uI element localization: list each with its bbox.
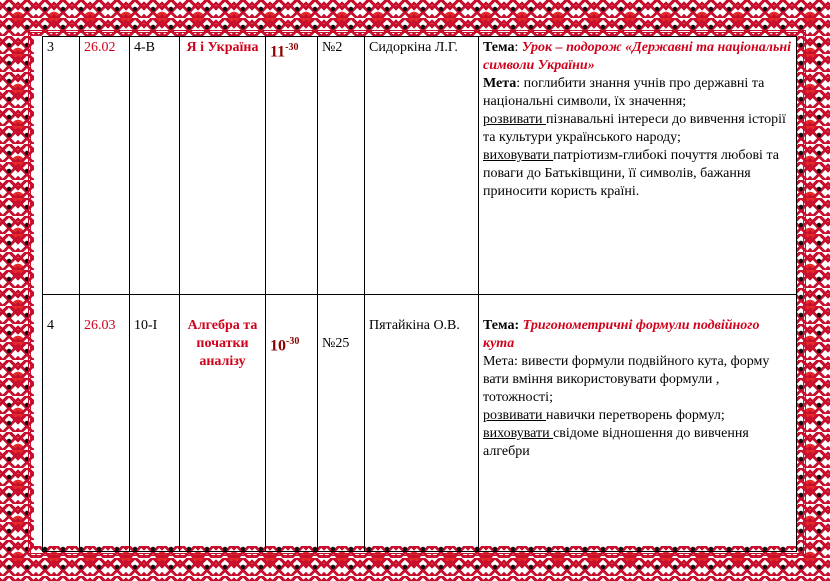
topic-label: Тема: <box>483 318 520 333</box>
room-number: №25 <box>318 295 365 552</box>
educate-word: виховувати <box>483 426 554 441</box>
time-hour: 10 <box>270 337 286 355</box>
table-row <box>43 295 797 552</box>
lesson-date: 26.03 <box>80 295 130 552</box>
goal-line-continued: вати вміння використовувати формули , тотожності; <box>483 372 720 405</box>
lesson-time <box>266 37 318 295</box>
goal-label: Мета <box>483 76 517 91</box>
subject-name: Я і Україна <box>180 37 266 295</box>
topic-text: Тригонометричні формули подвійного кута <box>483 318 760 351</box>
educate-text: свідоме відношення до вивчення алгебри <box>483 426 749 459</box>
teacher-name: Сидоркіна Л.Г. <box>365 37 479 295</box>
goal-text: : поглибити знання учнів про державні та національні символи, їх значення; <box>483 76 765 109</box>
row-number: 4 <box>43 295 80 552</box>
educate-line <box>483 425 792 461</box>
educate-text: патріотизм-глибокі почуття любові та поваги до Батьківщини, її символів, бажання приносити користь країні. <box>483 148 779 199</box>
time-minutes: -30 <box>286 336 300 347</box>
develop-line <box>483 407 792 425</box>
topic-line <box>483 317 792 353</box>
educate-word: виховувати <box>483 148 554 163</box>
class-grade: 4-В <box>130 37 180 295</box>
goal-line <box>483 75 792 111</box>
subject-name: Алгебра та початки аналізу <box>180 295 266 552</box>
develop-text: пізнавальні інтереси до вивчення історії та культури українського народу; <box>483 112 786 145</box>
develop-text: навички перетворень формул; <box>546 408 725 423</box>
develop-line <box>483 111 792 147</box>
table-row <box>43 37 797 295</box>
row-number: 3 <box>43 37 80 295</box>
time-minutes: -30 <box>285 42 299 53</box>
class-grade: 10-І <box>130 295 180 552</box>
topic-text: Урок – подорож «Державні та національні символи України» <box>483 40 792 73</box>
develop-word: розвивати <box>483 112 547 127</box>
teacher-name: Пятайкіна О.В. <box>365 295 479 552</box>
time-hour: 11 <box>270 43 286 61</box>
lesson-time <box>266 295 318 552</box>
goal-line: Мета: вивести формули подвійного кута, форму <box>483 354 770 369</box>
topic-label: Тема <box>483 40 515 55</box>
lesson-date: 26.02 <box>80 37 130 295</box>
lesson-description <box>479 37 797 295</box>
topic-line <box>483 39 792 75</box>
document-sheet <box>34 36 796 546</box>
develop-word: розвивати <box>483 408 547 423</box>
room-number: №2 <box>318 37 365 295</box>
topic-separator: : <box>514 40 522 55</box>
lesson-description <box>479 295 797 552</box>
schedule-table <box>42 36 797 552</box>
educate-line <box>483 147 792 201</box>
